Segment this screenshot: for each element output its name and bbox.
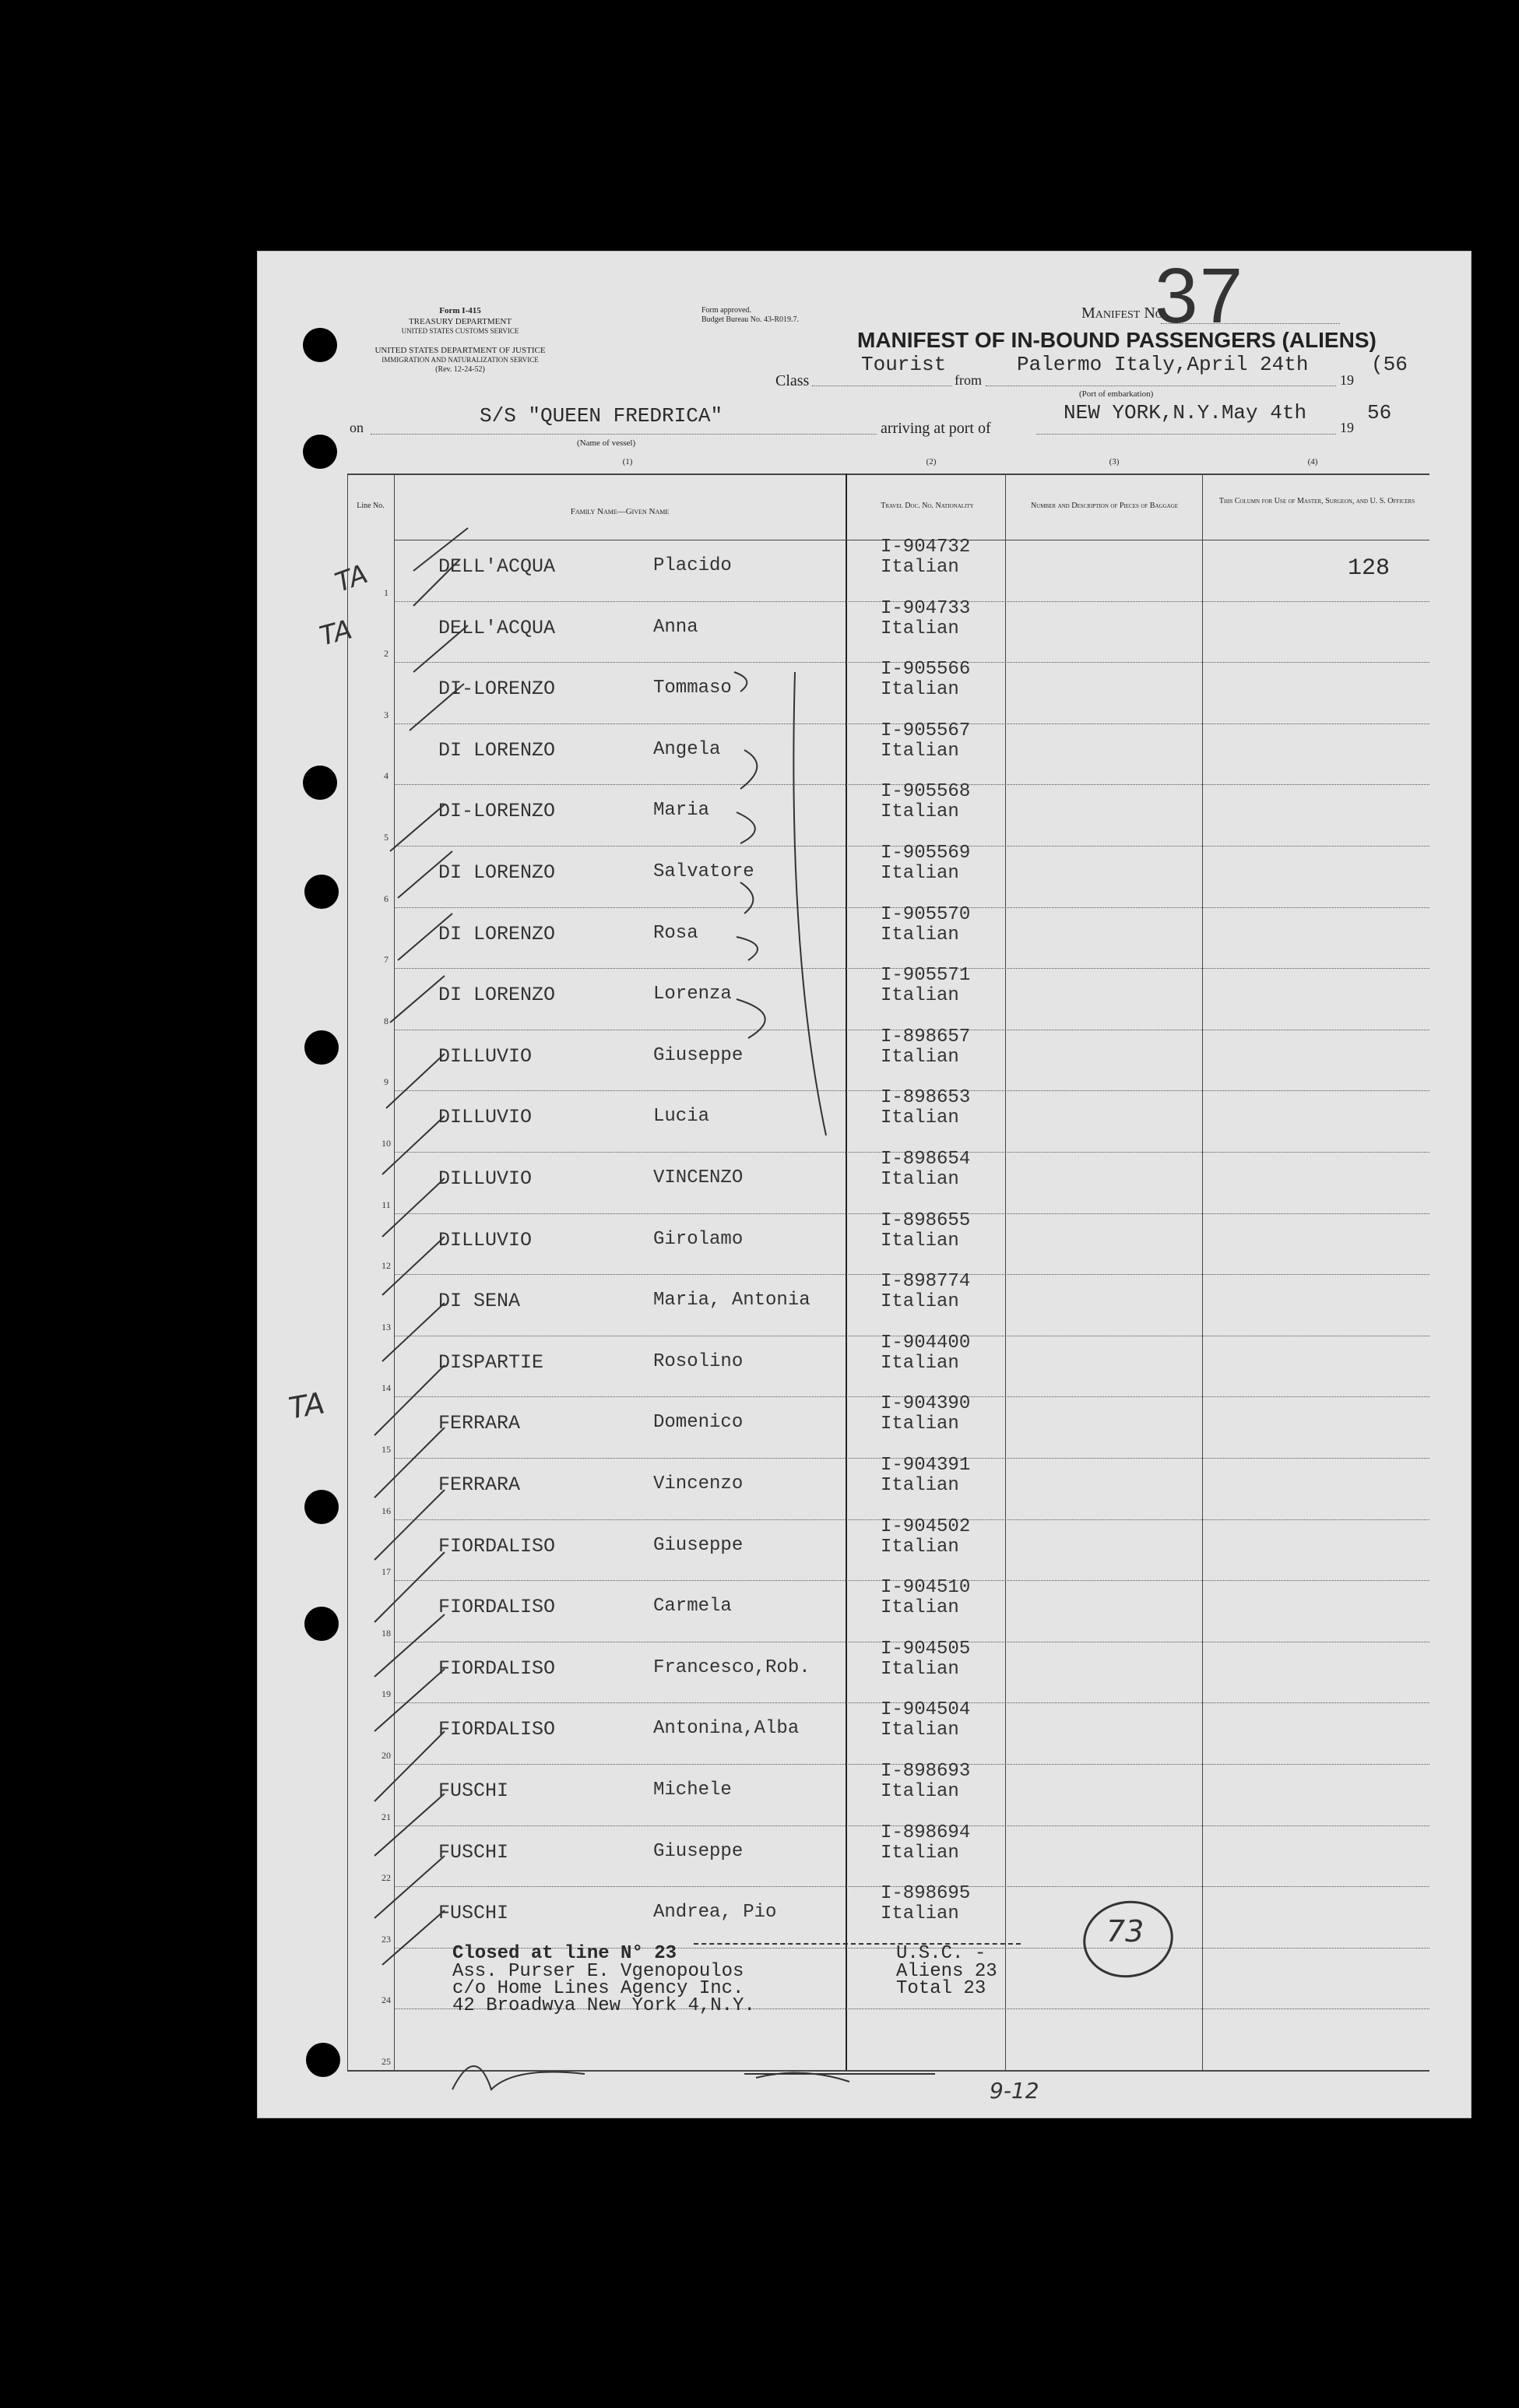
- family-name: DI-LORENZO: [438, 800, 556, 823]
- travel-doc-number: I-898657: [881, 1026, 971, 1047]
- ins-service: IMMIGRATION AND NATURALIZATION SERVICE: [382, 356, 539, 364]
- line-number: 7: [384, 954, 389, 966]
- line-number: 21: [382, 1811, 391, 1822]
- travel-doc-number: I-904502: [881, 1516, 971, 1537]
- closing-aliens: Aliens 23: [896, 1961, 997, 1982]
- family-name: DI LORENZO: [438, 861, 556, 884]
- family-name: DILLUVIO: [438, 1228, 533, 1252]
- given-name: Domenico: [653, 1412, 744, 1434]
- line-number: 15: [382, 1444, 391, 1455]
- given-name: Salvatore: [653, 861, 754, 882]
- travel-doc-number: I-905570: [881, 903, 971, 925]
- given-name: Vincenzo: [653, 1473, 744, 1494]
- given-name: Angela: [653, 738, 721, 760]
- arriving-label: arriving at port of: [881, 420, 991, 437]
- family-name: FUSCHI: [438, 1780, 509, 1802]
- closing-total: Total 23: [896, 1978, 986, 1999]
- form-number: Form I-415: [439, 306, 481, 315]
- line-number: 24: [382, 1994, 391, 2006]
- manifest-label: Manifest No.: [1081, 305, 1167, 322]
- travel-doc-number: I-898655: [881, 1209, 971, 1231]
- closing-purser: Ass. Purser E. Vgenopoulos: [452, 1961, 744, 1982]
- travel-doc-number: I-898654: [881, 1149, 971, 1170]
- form-approved: Form approved.: [701, 306, 751, 315]
- family-name: DISPARTIE: [438, 1350, 544, 1374]
- travel-doc-number: I-904390: [881, 1393, 971, 1415]
- family-name: DI LORENZO: [438, 738, 556, 762]
- nationality: Italian: [881, 1107, 959, 1129]
- year-label: 19: [1340, 372, 1354, 388]
- from-value: Palermo Italy,April 24th: [1017, 353, 1309, 376]
- given-name: Rosa: [653, 922, 698, 944]
- family-name: DI LORENZO: [438, 984, 556, 1007]
- travel-doc-number: I-905569: [881, 843, 971, 864]
- travel-doc-number: I-904732: [881, 537, 971, 558]
- nationality: Italian: [881, 1597, 959, 1619]
- class-label: Class: [775, 372, 810, 389]
- handwritten-ta: TA: [286, 1385, 328, 1426]
- given-name: Giuseppe: [653, 1044, 744, 1066]
- arrival-year-label: 19: [1340, 420, 1354, 435]
- family-name: FERRARA: [438, 1473, 521, 1496]
- nationality: Italian: [881, 740, 959, 762]
- family-name: FIORDALISO: [438, 1596, 556, 1619]
- vessel-name: S/S "QUEEN FREDRICA": [480, 404, 723, 428]
- given-name: Anna: [653, 616, 698, 638]
- closing-line: Closed at line N° 23: [452, 1943, 677, 1964]
- travel-doc-number: I-898653: [881, 1087, 971, 1109]
- nationality: Italian: [881, 985, 959, 1007]
- given-name: Lorenza: [653, 984, 732, 1005]
- nationality: Italian: [881, 557, 959, 578]
- family-name: DILLUVIO: [438, 1167, 533, 1190]
- line-number: 3: [384, 709, 389, 720]
- nationality: Italian: [881, 1046, 959, 1068]
- line-number: 16: [382, 1505, 391, 1516]
- line-number: 22: [382, 1872, 391, 1884]
- manifest-title: MANIFEST OF IN-BOUND PASSENGERS (ALIENS): [857, 328, 1377, 352]
- pen-marks: [258, 252, 1471, 2118]
- travel-doc-number: I-904505: [881, 1638, 971, 1660]
- nationality: Italian: [881, 863, 959, 884]
- justice-dept: UNITED STATES DEPARTMENT OF JUSTICE: [374, 346, 546, 355]
- col-num-3: (3): [1109, 457, 1120, 466]
- handwritten-ta: TA: [316, 614, 356, 653]
- family-name: FIORDALISO: [438, 1534, 556, 1558]
- family-name: FERRARA: [438, 1412, 521, 1435]
- given-name: Michele: [653, 1780, 732, 1801]
- class-value: Tourist: [861, 353, 947, 376]
- travel-doc-number: I-905568: [881, 781, 971, 803]
- header-officers: This Column for Use of Master, Surgeon, and U. S. Officers: [1218, 497, 1415, 505]
- given-name: Francesco,Rob.: [653, 1656, 810, 1678]
- col-num-1: (1): [622, 457, 633, 466]
- travel-doc-number: I-905567: [881, 720, 971, 741]
- nationality: Italian: [881, 1291, 959, 1313]
- line-number: 19: [382, 1688, 391, 1700]
- given-name: Maria: [653, 800, 710, 822]
- line-number: 4: [384, 770, 389, 782]
- year-value: (56: [1371, 353, 1408, 376]
- line-number: 25: [382, 2056, 391, 2067]
- given-name: VINCENZO: [653, 1167, 744, 1188]
- family-name: DI SENA: [438, 1290, 521, 1313]
- line-number: 12: [382, 1260, 391, 1272]
- port-embark-label: (Port of embarkation): [1079, 389, 1154, 399]
- line-number: 6: [384, 892, 389, 904]
- header-baggage: Number and Description of Pieces of Baggage: [1030, 502, 1179, 510]
- closing-agency: c/o Home Lines Agency Inc.: [452, 1978, 744, 1999]
- line-number: 17: [382, 1566, 391, 1578]
- arrival-year: 56: [1367, 401, 1392, 424]
- closing-usc: U.S.C. -: [896, 1943, 986, 1964]
- travel-doc-number: I-904510: [881, 1577, 971, 1599]
- family-name: DI LORENZO: [438, 922, 556, 945]
- line-number: 9: [384, 1076, 389, 1088]
- nationality: Italian: [881, 1903, 959, 1925]
- family-name: FIORDALISO: [438, 1718, 556, 1741]
- handwritten-ta: TA: [331, 558, 372, 599]
- nationality: Italian: [881, 1720, 959, 1741]
- col-num-2: (2): [926, 457, 937, 466]
- travel-doc-number: I-904504: [881, 1699, 971, 1721]
- closing-address: 42 Broadwya New York 4,N.Y.: [452, 1995, 755, 2016]
- arrival-value: NEW YORK,N.Y.May 4th: [1064, 401, 1307, 424]
- manifest-page: [257, 251, 1472, 2118]
- given-name: Carmela: [653, 1596, 732, 1618]
- nationality: Italian: [881, 679, 959, 701]
- travel-doc-number: I-904400: [881, 1332, 971, 1354]
- travel-doc-number: I-898693: [881, 1761, 971, 1782]
- line-number: 8: [384, 1015, 389, 1026]
- family-name: DELL'ACQUA: [438, 616, 556, 639]
- header-doc: Travel Doc. No. Nationality: [881, 502, 974, 510]
- nationality: Italian: [881, 1169, 959, 1190]
- nationality: Italian: [881, 1536, 959, 1558]
- nationality: Italian: [881, 924, 959, 945]
- header-name: Family Name—Given Name: [570, 507, 670, 516]
- travel-doc-number: I-904733: [881, 597, 971, 619]
- travel-doc-number: I-898695: [881, 1883, 971, 1905]
- line-number: 1: [384, 586, 389, 598]
- col-num-4: (4): [1307, 457, 1318, 466]
- line-number: 14: [382, 1382, 391, 1394]
- travel-doc-number: I-898774: [881, 1271, 971, 1293]
- nationality: Italian: [881, 801, 959, 823]
- nationality: Italian: [881, 1475, 959, 1496]
- family-name: DILLUVIO: [438, 1044, 533, 1068]
- given-name: Lucia: [653, 1106, 710, 1128]
- revision: (Rev. 12-24-52): [435, 365, 485, 374]
- from-label: from: [955, 372, 982, 388]
- nationality: Italian: [881, 1352, 959, 1374]
- treasury-dept: TREASURY DEPARTMENT: [408, 317, 512, 326]
- given-name: Antonina,Alba: [653, 1718, 800, 1740]
- given-name: Tommaso: [653, 678, 732, 699]
- nationality: Italian: [881, 618, 959, 639]
- family-name: FUSCHI: [438, 1902, 509, 1925]
- line-number: 23: [382, 1933, 391, 1945]
- line-number: 20: [382, 1750, 391, 1761]
- family-name: DELL'ACQUA: [438, 555, 556, 578]
- family-name: FIORDALISO: [438, 1656, 556, 1680]
- line-number: 5: [384, 832, 389, 843]
- line-number: 11: [382, 1199, 391, 1210]
- line-number: 2: [384, 648, 389, 660]
- nationality: Italian: [881, 1658, 959, 1680]
- given-name: Giuseppe: [653, 1534, 744, 1556]
- travel-doc-number: I-905571: [881, 965, 971, 987]
- family-name: DILLUVIO: [438, 1106, 533, 1129]
- line-number: 13: [382, 1321, 391, 1332]
- nationality: Italian: [881, 1781, 959, 1802]
- travel-doc-number: I-905566: [881, 659, 971, 681]
- customs-service: UNITED STATES CUSTOMS SERVICE: [401, 327, 519, 335]
- family-name: FUSCHI: [438, 1840, 509, 1864]
- vessel-label: (Name of vessel): [577, 438, 636, 448]
- line-number: 18: [382, 1627, 391, 1639]
- nationality: Italian: [881, 1842, 959, 1864]
- handwritten-circle-number: 73: [1106, 1914, 1145, 1949]
- header-line-no: Line No.: [357, 502, 385, 510]
- officer-note: 128: [1348, 555, 1391, 582]
- given-name: Andrea, Pio: [653, 1902, 777, 1924]
- given-name: Rosolino: [653, 1350, 744, 1372]
- manifest-number: 37: [1155, 252, 1245, 340]
- nationality: Italian: [881, 1413, 959, 1435]
- line-number: 10: [382, 1138, 391, 1149]
- travel-doc-number: I-904391: [881, 1455, 971, 1476]
- handwritten-bottom-note: 9-12: [990, 2078, 1039, 2103]
- on-label: on: [350, 420, 364, 435]
- travel-doc-number: I-898694: [881, 1822, 971, 1843]
- family-name: DI-LORENZO: [438, 678, 556, 701]
- given-name: Girolamo: [653, 1228, 744, 1250]
- given-name: Placido: [653, 555, 732, 576]
- given-name: Giuseppe: [653, 1840, 744, 1862]
- given-name: Maria, Antonia: [653, 1290, 810, 1311]
- budget-bureau: Budget Bureau No. 43-R019.7.: [701, 315, 799, 324]
- nationality: Italian: [881, 1230, 959, 1252]
